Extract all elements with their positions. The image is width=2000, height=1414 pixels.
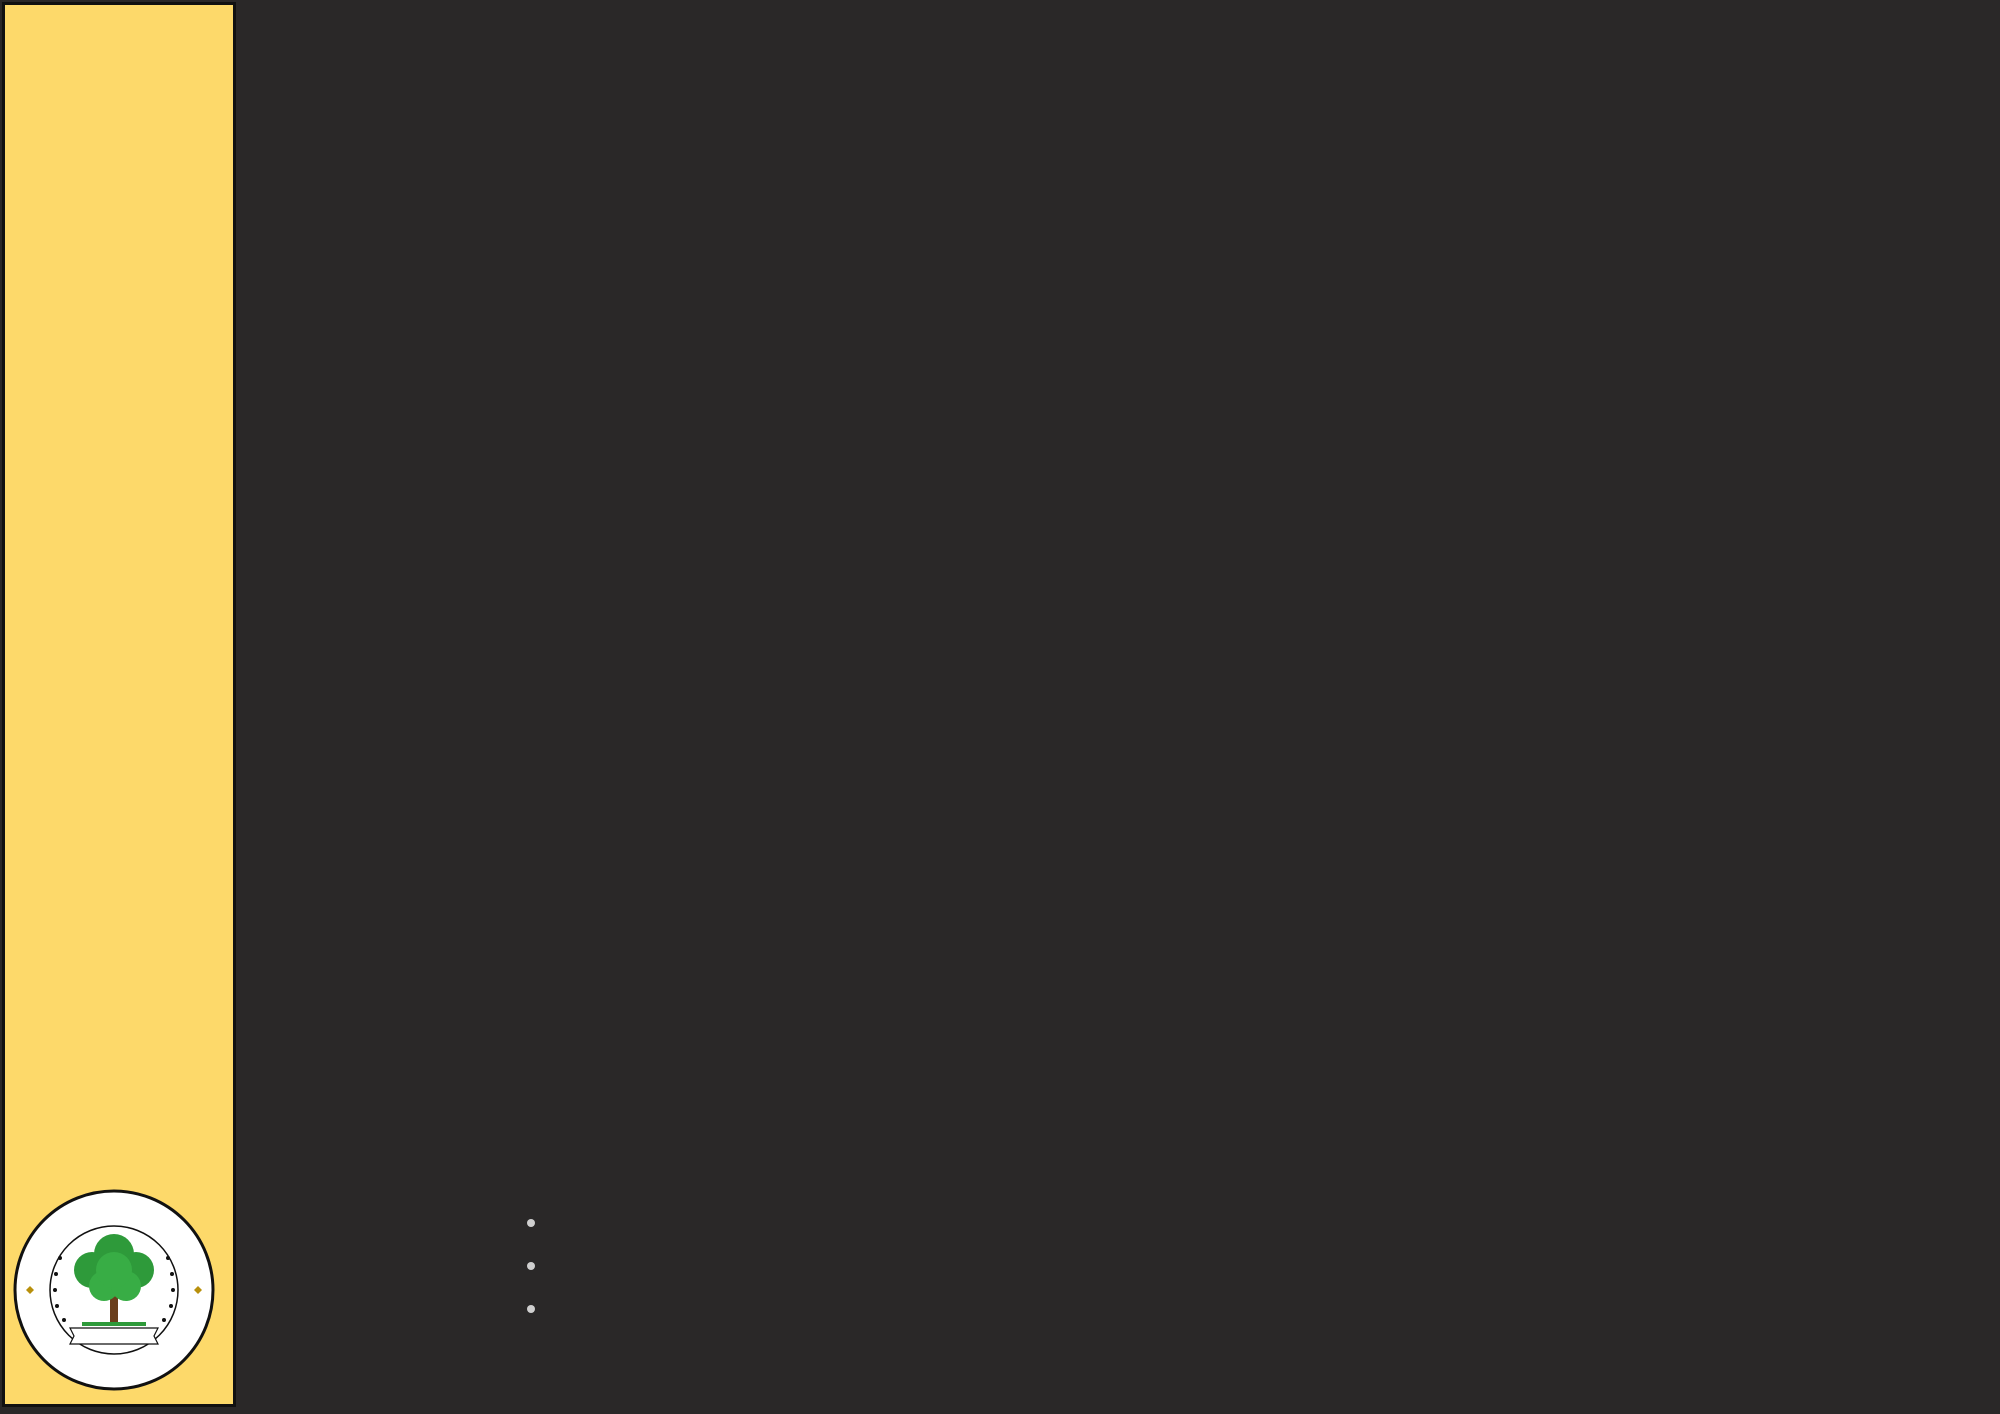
bullet-dot (527, 1305, 535, 1313)
bullet-dot (527, 1219, 535, 1227)
school-logo (12, 1188, 216, 1392)
logo-banner (70, 1328, 158, 1344)
bullet-dot (527, 1262, 535, 1270)
